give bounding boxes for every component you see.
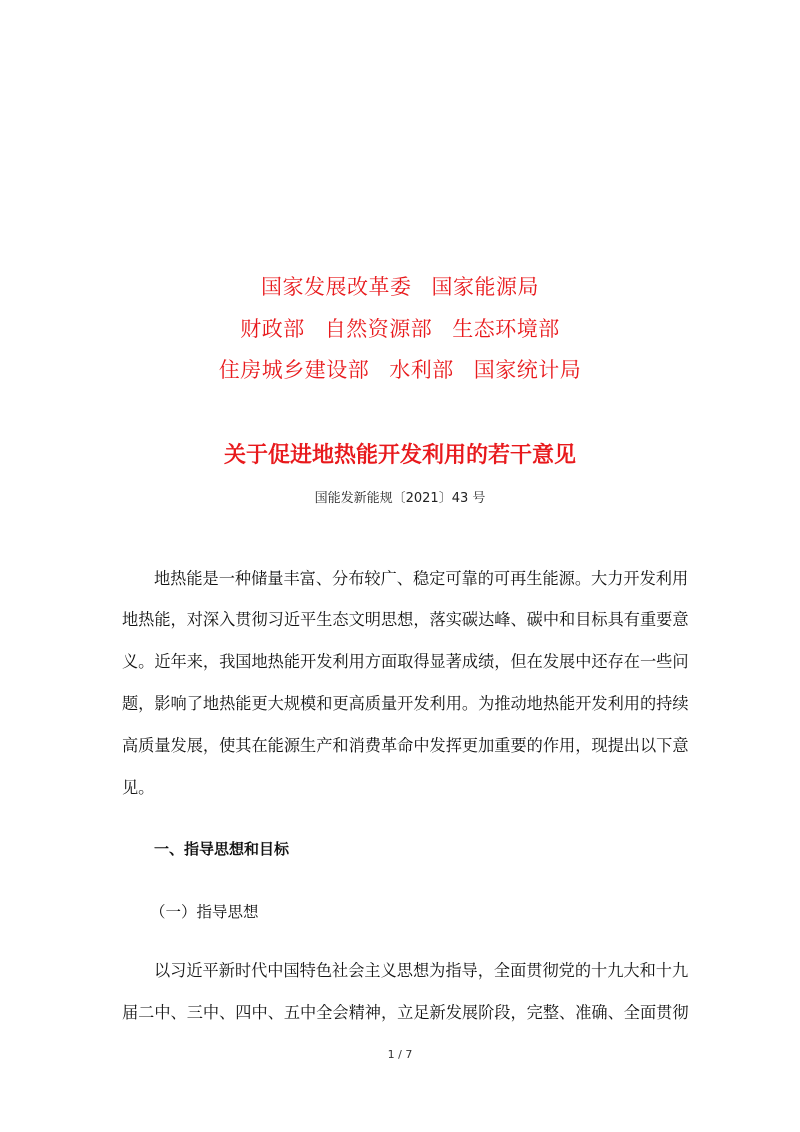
section-heading: 一、指导思想和目标 xyxy=(154,840,290,858)
paragraph-line: 以习近平新时代中国特色社会主义思想为指导，全面贯彻党的十九大和十九 xyxy=(154,961,689,980)
subsection-heading: （一）指导思想 xyxy=(150,903,259,921)
paragraph-line: 届二中、三中、四中、五中全会精神，立足新发展阶段，完整、准确、全面贯彻 xyxy=(122,1003,689,1022)
issuer: 自然资源部 xyxy=(324,317,433,341)
issuer: 住房城乡建设部 xyxy=(218,358,370,382)
issuer-line-2 xyxy=(0,313,800,343)
issuer-line-3 xyxy=(0,354,800,384)
paragraph-line: 题，影响了地热能更大规模和更高质量开发利用。为推动地热能开发利用的持续 xyxy=(122,694,689,713)
issuer: 财政部 xyxy=(240,317,305,341)
paragraph-line: 地热能，对深入贯彻习近平生态文明思想，落实碳达峰、碳中和目标具有重要意 xyxy=(122,610,689,629)
issuer: 国家发展改革委 xyxy=(261,275,412,299)
document-title: 关于促进地热能开发利用的若干意见 xyxy=(223,443,576,468)
page-indicator: 1 / 7 xyxy=(387,1048,413,1061)
paragraph-line: 见。 xyxy=(122,778,155,797)
issuer: 水利部 xyxy=(389,358,454,382)
issuer: 国家能源局 xyxy=(431,275,539,299)
paragraph-line: 高质量发展，使其在能源生产和消费革命中发挥更加重要的作用，现提出以下意 xyxy=(122,736,689,755)
issuer: 生态环境部 xyxy=(452,317,560,341)
issuer-line-1 xyxy=(0,271,800,301)
document-number: 国能发新能规〔2021〕43 号 xyxy=(314,491,486,506)
issuer: 国家统计局 xyxy=(473,358,582,382)
paragraph-line: 地热能是一种储量丰富、分布较广、稳定可靠的可再生能源。大力开发利用 xyxy=(154,569,689,588)
paragraph-line: 义。近年来，我国地热能开发利用方面取得显著成绩，但在发展中还存在一些问 xyxy=(122,652,689,671)
